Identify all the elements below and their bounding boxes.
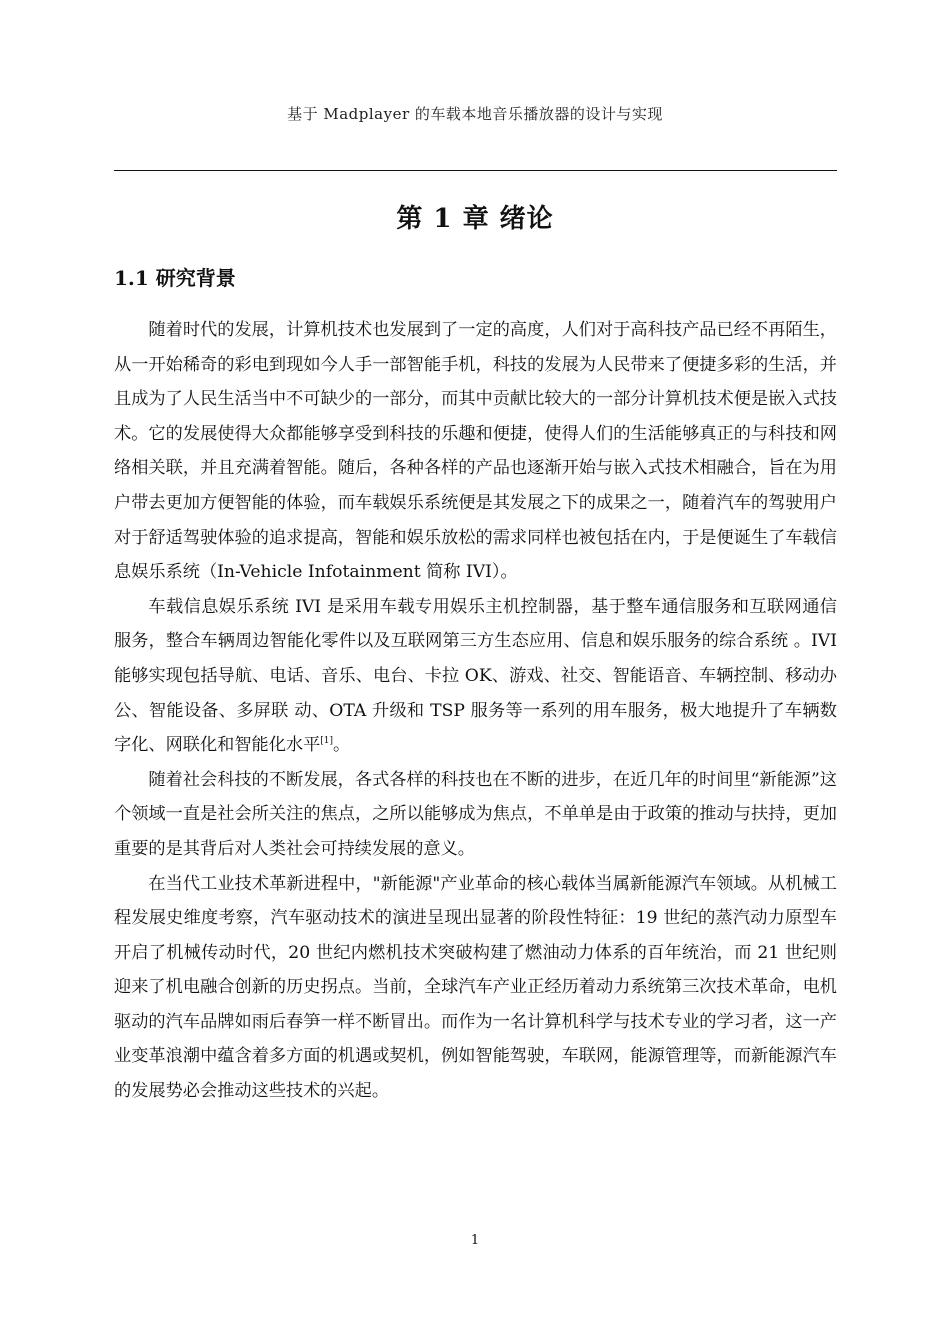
chapter-title: 第 1 章 绪论 (396, 204, 554, 234)
paragraph-3: 随着社会科技的不断发展，各式各样的科技也在不断的进步，在近几年的时间里“新能源”这个领域一直是社会所关注的焦点，之所以能够成为焦点，不单单是由于政策的推动与扶持，更加重要的是其背后对人类社会可持续发展的意义。 (114, 769, 837, 859)
header-rule (114, 170, 837, 171)
paragraph-4: 在当代工业技术革新进程中，"新能源"产业革命的核心载体当属新能源汽车领域。从机械工程发展史维度考察，汽车驱动技术的演进呈现出显著的阶段性特征：19 世纪的蒸汽动力原型车开启了机械传动时代，20 世纪内燃机技术突破构建了燃油动力体系的百年统治，而 21 世纪则迎来了机电融合创新的历史拐点。当前，全球汽车产业正经历着动力系统第三次技术革命，电机驱动的汽车品牌如雨后春笋一样不断冒出。而作为一名计算机科学与技术专业的学习者，这一产业变革浪潮中蕴含着多方面的机遇或契机，例如智能驾驶，车联网，能源管理等，而新能源汽车的发展势必会推动这些技术的兴起。 (114, 873, 837, 1102)
paragraph-2-text: 车载信息娱乐系统 IVI 是采用车载专用娱乐主机控制器，基于整车通信服务和互联网通信服务，整合车辆周边智能化零件以及互联网第三方生态应用、信息和娱乐服务的综合系统 。IVI 能够实现包括导航、电话、音乐、电台、卡拉 OK、游戏、社交、智能语音、车辆控制、移动办公、智能设备、多屏联 动、OTA 升级和 TSP 服务等一系列的用车服务，极大地提升了车辆数字化、网联化和智能化水平 (114, 596, 837, 756)
citation-ref[interactable]: [1] (320, 736, 334, 747)
section-title: 1.1 研究背景 (114, 266, 236, 290)
page-number: 1 (470, 1233, 480, 1248)
paragraph-1: 随着时代的发展，计算机技术也发展到了一定的高度，人们对于高科技产品已经不再陌生，从一开始稀奇的彩电到现如今人手一部智能手机，科技的发展为人民带来了便捷多彩的生活，并且成为了人民生活当中不可缺少的一部分，而其中贡献比较大的一部分计算机技术便是嵌入式技术。它的发展使得大众都能够享受到科技的乐趣和便捷，使得人们的生活能够真正的与科技和网络相关联，并且充满着智能。随后，各种各样的产品也逐渐开始与嵌入式技术相融合，旨在为用户带去更加方便智能的体验，而车载娱乐系统便是其发展之下的成果之一，随着汽车的驾驶用户对于舒适驾驶体验的追求提高，智能和娱乐放松的需求同样也被包括在内，于是便诞生了车载信息娱乐系统（In-Vehicle Infotainment 简称 IVI）。 (114, 320, 837, 583)
running-header: 基于 Madplayer 的车载本地音乐播放器的设计与实现 (287, 105, 663, 123)
paragraph-2 (114, 590, 837, 763)
body-text (114, 313, 837, 1109)
paragraph-2-tail: 。 (333, 735, 351, 756)
